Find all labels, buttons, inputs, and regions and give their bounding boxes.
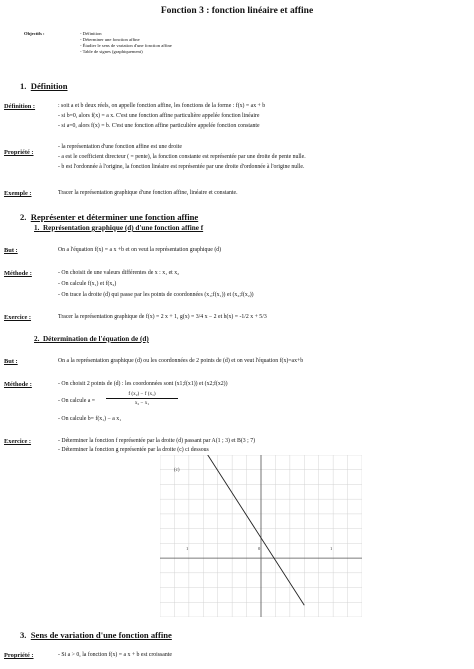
fraction-denominator: x₂ − x₁ (134, 400, 150, 406)
exercise-label: Exercice : (4, 438, 32, 445)
objective-item: - Étudier le sens de variation d'une fonction affine (80, 43, 172, 48)
subsection-2-heading (34, 335, 149, 343)
method-label: Méthode : (4, 270, 32, 277)
method-line: - On calcule f(x₁) et f(x₂) (58, 281, 117, 287)
goal-text: On a la représentation graphique (d) ou les coordonnées de 2 points de (d) et on veut l'équation f(x)=ax+b (58, 358, 304, 364)
subsection-title: Détermination de l'équation de (d) (42, 335, 149, 343)
method-line: - On calcule b= f(x₁) − a x₁ (58, 416, 122, 422)
property-line: - a est le coefficient directeur ( = pente), la fonction constante est représentée par une droite de pente nulle. (58, 154, 306, 160)
section-3-heading (20, 630, 172, 640)
subsection-1-heading (34, 224, 203, 232)
fraction-numerator: f (x₂) − f (x₁) (106, 391, 178, 399)
goal-label: But : (4, 247, 18, 254)
method-line: - On choisit de une valeurs différentes de x : x₁ et x₂ (58, 270, 180, 276)
section-title: Représenter et déterminer une fonction affine (30, 212, 199, 222)
property-label: Propriété : (4, 149, 34, 156)
subsection-title: Représentation graphique (d) d'une fonction affine f (42, 224, 204, 232)
exercise-label: Exercice : (4, 314, 32, 321)
exercise-line: - Déterminer la fonction g représentée par la droite (c) ci dessous (58, 447, 209, 453)
exercise-line: - Déterminer la fonction f représentée par la droite (d) passant par A(1 ; 3) et B(3 ; 7) (58, 438, 256, 444)
definition-line: : soit a et b deux réels, on appelle fonction affine, les fonctions de la forme : f(x) = ax + b (58, 103, 266, 109)
slope-fraction (106, 391, 178, 406)
section-number: 2. (20, 212, 27, 222)
objectives-label: Objectifs : (24, 31, 45, 36)
example-label: Exemple : (4, 190, 32, 197)
graph-y-label: (c) (174, 468, 180, 473)
method-line: - On calcule a = (58, 398, 96, 404)
graph-c (160, 455, 362, 617)
section-title: Sens de variation d'une fonction affine (30, 630, 172, 640)
objective-item: - Déterminer une fonction affine (80, 37, 140, 42)
section-number: 1. (20, 81, 27, 91)
property-label: Propriété : (4, 652, 34, 659)
objective-item: - Définition (80, 31, 102, 36)
graph-mark: 1 (330, 546, 333, 551)
property-line: - la représentation d'une fonction affine est une droite (58, 144, 182, 150)
graph-mark: 1 (186, 546, 189, 551)
graph-axes (160, 455, 362, 617)
page-title: Fonction 3 : fonction linéaire et affine (160, 6, 314, 16)
definition-line: - si a=0, alors f(x) = b. C'est une fonction affine particulière appelée fonction constante (58, 123, 260, 129)
objective-item: - Table de signes (graphiquement) (80, 49, 143, 54)
definition-label: Définition : (4, 103, 36, 110)
method-label: Méthode : (4, 381, 32, 388)
section-1-heading (20, 81, 68, 91)
method-line: - On trace la droite (d) qui passe par les points de coordonnées (x₁;f(x₁)) et (x₂;f(x₂)) (58, 292, 254, 298)
subsection-number: 2. (34, 335, 40, 343)
section-number: 3. (20, 630, 27, 640)
property-text: - Si a > 0, la fonction f(x) = a x + b est croissante (58, 652, 172, 658)
subsection-number: 1. (34, 224, 40, 232)
section-title: Définition (30, 81, 68, 91)
graph-mark: 0 (258, 546, 261, 551)
definition-line: - si b=0, alors f(x) = a x. C'est une fonction affine particulière appelée fonction linéaire (58, 113, 260, 119)
exercise-text: Tracer la représentation graphique de f(x) = 2 x + 1, g(x) = 3/4 x − 2 et h(x) = -1/2 x + 5/3 (58, 314, 267, 320)
goal-text: On a l'équation f(x) = a x +b et on veut la représentation graphique (d) (58, 247, 222, 253)
goal-label: But : (4, 358, 18, 365)
property-line: - b est l'ordonnée à l'origine, la fonction linéaire est représentée par une droite d'ordonnée à l'origine nulle. (58, 164, 305, 170)
method-line: - On choisit 2 points de (d) : les coordonnées sont (x1;f(x1)) et (x2;f(x2)) (58, 381, 228, 387)
example-text: Tracer la représentation graphique d'une fonction affine, linéaire et constante. (58, 190, 238, 196)
section-2-heading (20, 212, 198, 222)
